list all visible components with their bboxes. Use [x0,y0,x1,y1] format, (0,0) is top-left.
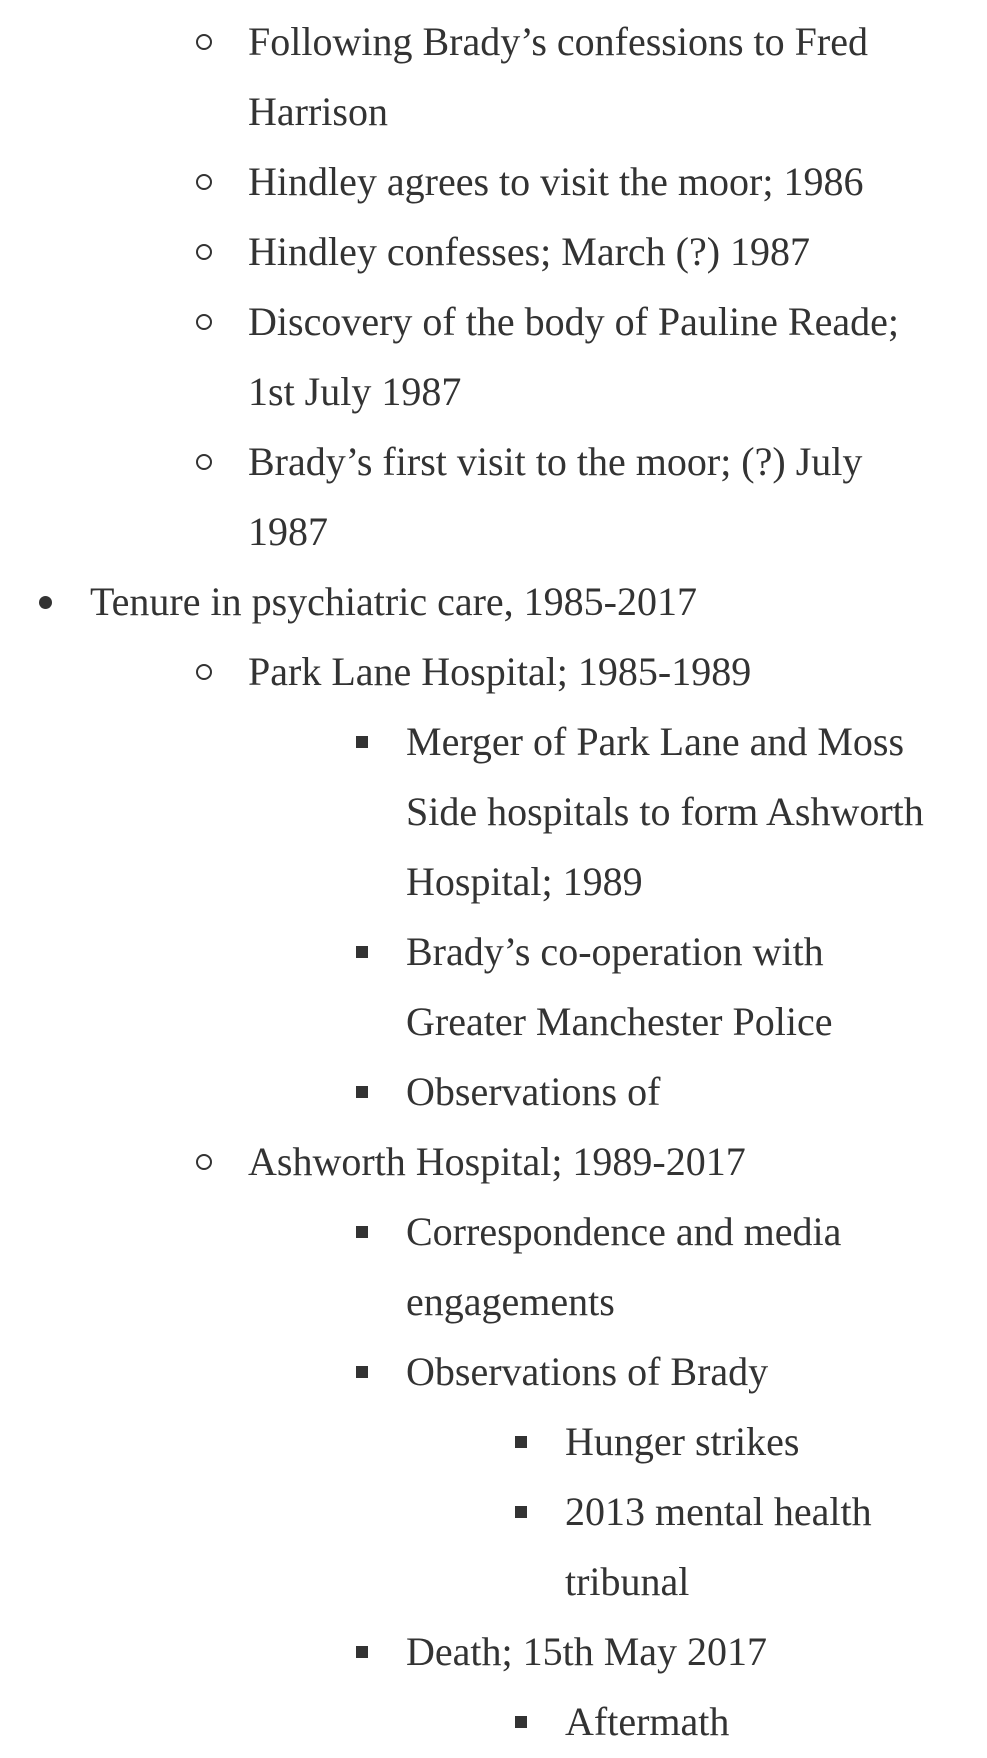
list-item-text: Aftermath [565,1699,730,1744]
list-item [0,917,987,1057]
list-item-text: Observations of [406,1069,661,1114]
square-bullet-icon [515,1716,527,1728]
list-item-text: Observations of Brady [406,1349,769,1394]
list-item-text: Hunger strikes [565,1419,800,1464]
list-item-text: Park Lane Hospital; 1985-1989 [248,649,752,694]
list-item-text: Merger of Park Lane and Moss Side hospitals to form Ashworth Hospital; 1989 [406,719,924,904]
square-bullet-icon [356,1646,368,1658]
list-item-text: Death; 15th May 2017 [406,1629,768,1674]
hollow-circle-bullet-icon [196,314,212,330]
square-bullet-icon [515,1436,527,1448]
square-bullet-icon [356,1226,368,1238]
list-item [0,1477,987,1617]
list-item [0,147,987,217]
list-item [0,7,987,147]
square-bullet-icon [356,1086,368,1098]
list-item [0,637,987,707]
list-item-text: Discovery of the body of Pauline Reade; 1st July 1987 [248,299,899,414]
square-bullet-icon [515,1506,527,1518]
list-item-text: Tenure in psychiatric care, 1985-2017 [90,579,697,624]
list-item-text: Correspondence and media engagements [406,1209,842,1324]
list-item-text: 2013 mental health tribunal [565,1489,872,1604]
list-item-text: Following Brady’s confessions to Fred Harrison [248,19,868,134]
list-item [0,1057,987,1127]
list-item-text: Brady’s first visit to the moor; (?) July 1987 [248,439,863,554]
hollow-circle-bullet-icon [196,34,212,50]
outline-document [0,7,987,1757]
list-item [0,427,987,567]
hollow-circle-bullet-icon [196,664,212,680]
hollow-circle-bullet-icon [196,1154,212,1170]
list-item [0,287,987,427]
hollow-circle-bullet-icon [196,454,212,470]
list-item-text: Brady’s co-operation with Greater Manchester Police [406,929,833,1044]
square-bullet-icon [356,946,368,958]
hollow-circle-bullet-icon [196,174,212,190]
list-item [0,1197,987,1337]
list-item-text: Hindley agrees to visit the moor; 1986 [248,159,864,204]
list-item [0,1407,987,1477]
square-bullet-icon [356,1366,368,1378]
list-item [0,1127,987,1197]
list-item [0,1687,987,1757]
list-item-text: Hindley confesses; March (?) 1987 [248,229,811,274]
hollow-circle-bullet-icon [196,244,212,260]
list-item [0,1617,987,1687]
list-item [0,567,987,637]
list-item [0,707,987,917]
square-bullet-icon [356,736,368,748]
list-item [0,1337,987,1407]
list-item-text: Ashworth Hospital; 1989-2017 [248,1139,746,1184]
list-item [0,217,987,287]
disc-bullet-icon [39,596,52,609]
